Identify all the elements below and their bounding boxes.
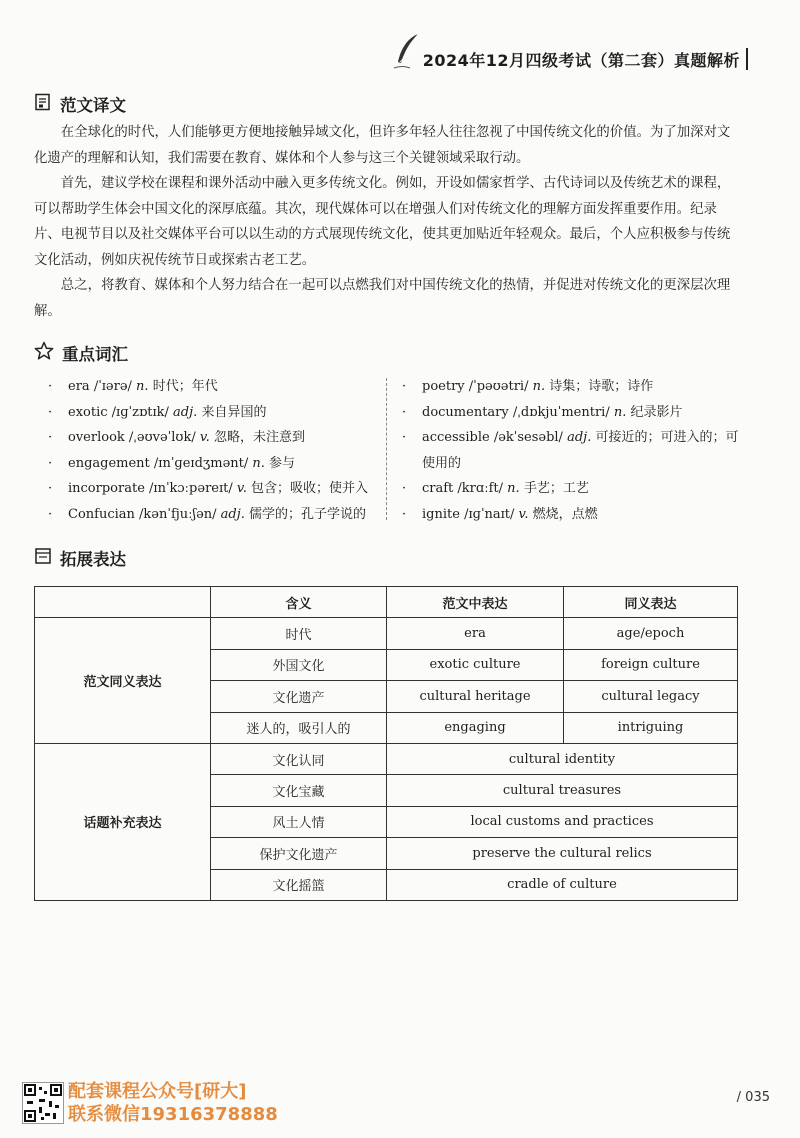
table-cell: cultural heritage bbox=[387, 681, 564, 712]
vocab-item: · era /ˈɪərə/ n. 时代；年代 bbox=[48, 374, 374, 400]
promo-line-1: 配套课程公众号[研大] bbox=[68, 1081, 247, 1102]
vocab-item: · Confucian /kənˈfjuːʃən/ adj. 儒学的；孔子学说的 bbox=[48, 502, 374, 528]
header-title: 2024年12月四级考试（第二套）真题解析 bbox=[422, 50, 740, 70]
expansion-heading: 拓展表达 bbox=[60, 550, 126, 569]
bullet-icon: · bbox=[48, 430, 53, 445]
table-cell: era bbox=[387, 618, 564, 649]
promo-line-2: 联系微信19316378888 bbox=[68, 1104, 278, 1125]
table-cell: 文化宝藏 bbox=[211, 775, 387, 806]
table-cell: 文化摇篮 bbox=[211, 869, 387, 900]
vocab-item: · documentary /ˌdɒkjuˈmentri/ n. 纪录影片 bbox=[402, 400, 740, 426]
qr-code-icon bbox=[22, 1082, 64, 1124]
vocab-item: · engagement /ɪnˈɡeɪdʒmənt/ n. 参与 bbox=[48, 451, 374, 477]
bullet-icon: · bbox=[402, 379, 407, 394]
group-label: 范文同义表达 bbox=[35, 618, 211, 744]
table-cell: age/epoch bbox=[564, 618, 738, 649]
table-cell: 时代 bbox=[211, 618, 387, 649]
expansion-section-title bbox=[34, 546, 126, 570]
table-cell: intriguing bbox=[564, 712, 738, 743]
table-row bbox=[35, 743, 738, 774]
promo-banner bbox=[68, 1080, 278, 1126]
group-label: 话题补充表达 bbox=[35, 743, 211, 900]
translation-paragraph-3: 总之，将教育、媒体和个人努力结合在一起可以点燃我们对中国传统文化的热情，并促进对传统文化的更深层次理解。 bbox=[34, 278, 731, 319]
table-cell: cultural legacy bbox=[564, 681, 738, 712]
table-cell: cradle of culture bbox=[387, 869, 738, 900]
bullet-icon: · bbox=[48, 404, 53, 420]
table-cell: 保护文化遗产 bbox=[211, 838, 387, 869]
vocab-item: · ignite /ɪɡˈnaɪt/ v. 燃烧，点燃 bbox=[402, 502, 740, 528]
bullet-icon: · bbox=[402, 404, 407, 420]
table-header-row bbox=[35, 587, 738, 618]
table-cell: engaging bbox=[387, 712, 564, 743]
table-header-cell: 含义 bbox=[211, 587, 387, 618]
table-header-empty bbox=[35, 587, 211, 618]
vocab-list-left bbox=[48, 374, 374, 527]
page-number: / 035 bbox=[736, 1090, 770, 1105]
table-cell: cultural identity bbox=[387, 743, 738, 774]
bullet-icon: · bbox=[48, 506, 53, 522]
bullet-icon: · bbox=[402, 430, 407, 445]
table-cell: 外国文化 bbox=[211, 649, 387, 680]
star-icon bbox=[34, 341, 54, 365]
bullet-icon: · bbox=[402, 481, 407, 496]
quill-icon bbox=[392, 32, 422, 76]
vocab-item: · accessible /əkˈsesəbl/ adj. 可接近的；可进入的；可使用的 bbox=[402, 425, 740, 476]
table-cell: 文化认同 bbox=[211, 743, 387, 774]
table-header-cell: 范文中表达 bbox=[387, 587, 564, 618]
vocabulary-heading: 重点词汇 bbox=[62, 345, 128, 364]
translation-paragraph-1: 在全球化的时代，人们能够更方便地接触异域文化，但许多年轻人往往忽视了中国传统文化的价值。为了加深对文化遗产的理解和认知，我们需要在教育、媒体和个人参与这三个关键领域采取行动。 bbox=[34, 125, 731, 166]
vocabulary-section-title bbox=[34, 341, 128, 365]
translation-section-title bbox=[34, 92, 126, 116]
table-cell: exotic culture bbox=[387, 649, 564, 680]
vocab-item: · overlook /ˌəʊvəˈlʊk/ v. 忽略，未注意到 bbox=[48, 425, 374, 451]
table-cell: cultural treasures bbox=[387, 775, 738, 806]
bullet-icon: · bbox=[48, 379, 53, 394]
translation-paragraph-2: 首先，建议学校在课程和课外活动中融入更多传统文化。例如，开设如儒家哲学、古代诗词以及传统艺术的课程，可以帮助学生体会中国文化的深厚底蕴。其次，现代媒体可以在增强人们对传统文化的理解方面发挥重要作用。纪录片、电视节目以及社交媒体平台可以以生动的方式展现传统文化，使其更加贴近年轻观众。最后，个人应积极参与传统文化活动，例如庆祝传统节日或探索古老工艺。 bbox=[34, 176, 731, 268]
table-cell: preserve the cultural relics bbox=[387, 838, 738, 869]
vocab-list-right bbox=[402, 374, 740, 527]
vocab-item: · exotic /ɪɡˈzɒtɪk/ adj. 来自异国的 bbox=[48, 400, 374, 426]
table-cell: local customs and practices bbox=[387, 806, 738, 837]
expansion-table bbox=[34, 586, 738, 901]
table-cell: foreign culture bbox=[564, 649, 738, 680]
table-cell: 风土人情 bbox=[211, 806, 387, 837]
vocab-item: · incorporate /ɪnˈkɔːpəreɪt/ v. 包含；吸收；使并入 bbox=[48, 476, 374, 502]
table-row bbox=[35, 618, 738, 649]
bullet-icon: · bbox=[48, 481, 53, 496]
translation-heading: 范文译文 bbox=[60, 96, 126, 115]
book-icon bbox=[34, 547, 52, 569]
page-header bbox=[423, 48, 748, 70]
vocab-item: · poetry /ˈpəʊətri/ n. 诗集；诗歌；诗作 bbox=[402, 374, 740, 400]
header-bar bbox=[746, 48, 748, 70]
bullet-icon: · bbox=[48, 455, 53, 471]
table-cell: 文化遗产 bbox=[211, 681, 387, 712]
document-icon bbox=[34, 93, 52, 115]
vocab-item: · craft /krɑːft/ n. 手艺；工艺 bbox=[402, 476, 740, 502]
table-header-cell: 同义表达 bbox=[564, 587, 738, 618]
vocab-divider bbox=[386, 378, 387, 520]
bullet-icon: · bbox=[402, 506, 407, 522]
table-cell: 迷人的，吸引人的 bbox=[211, 712, 387, 743]
